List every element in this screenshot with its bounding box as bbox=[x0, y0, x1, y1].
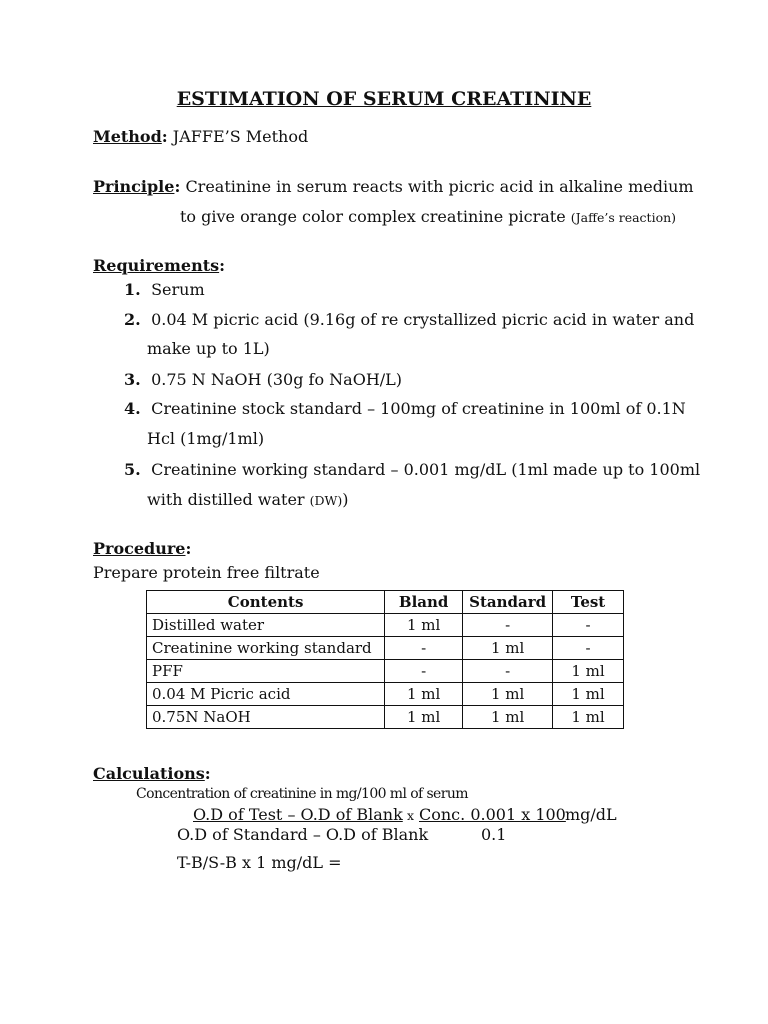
formula-conc: Conc. 0.001 x 100 bbox=[419, 805, 566, 824]
table-cell: - bbox=[553, 614, 624, 637]
principle-colon: : bbox=[174, 177, 181, 196]
table-cell: 1 ml bbox=[385, 614, 463, 637]
requirement-text: Serum bbox=[151, 280, 205, 299]
table-cell: - bbox=[385, 637, 463, 660]
calculations-label: Calculations bbox=[93, 764, 205, 783]
method-label: Method bbox=[93, 127, 162, 146]
requirement-number: 1. bbox=[124, 280, 141, 299]
requirements-colon: : bbox=[219, 256, 226, 275]
formula-conc-denominator: 0.1 bbox=[481, 825, 507, 844]
requirement-item-5-cont bbox=[147, 490, 349, 509]
requirement-text: Hcl (1mg/1ml) bbox=[147, 429, 265, 448]
table-row bbox=[147, 706, 624, 729]
requirements-label: Requirements bbox=[93, 256, 220, 275]
principle-text-2: to give orange color complex creatinine picrate bbox=[180, 207, 566, 226]
requirement-text: with distilled water bbox=[147, 490, 305, 509]
requirement-note: (DW) bbox=[309, 493, 343, 508]
requirements-heading bbox=[93, 256, 225, 275]
procedure-intro: Prepare protein free filtrate bbox=[93, 563, 320, 582]
page-title: ESTIMATION OF SERUM CREATININE bbox=[176, 88, 592, 110]
formula-unit: mg/dL bbox=[565, 805, 617, 824]
procedure-heading bbox=[93, 539, 191, 558]
table-cell: Creatinine working standard bbox=[147, 637, 385, 660]
table-cell: 1 ml bbox=[463, 706, 553, 729]
requirement-number: 3. bbox=[124, 370, 141, 389]
requirement-tail: ) bbox=[342, 490, 349, 509]
requirement-item-1 bbox=[124, 280, 205, 299]
requirement-text: 0.75 N NaOH (30g fo NaOH/L) bbox=[151, 370, 403, 389]
procedure-label: Procedure bbox=[93, 539, 186, 558]
principle-line-2 bbox=[180, 207, 676, 226]
requirement-item-4 bbox=[124, 399, 686, 418]
table-header-row bbox=[147, 591, 624, 614]
table-cell: Distilled water bbox=[147, 614, 385, 637]
table-cell: - bbox=[385, 660, 463, 683]
table-row bbox=[147, 683, 624, 706]
table-cell: 0.04 M Picric acid bbox=[147, 683, 385, 706]
requirement-text: Creatinine stock standard – 100mg of creatinine in 100ml of 0.1N bbox=[151, 399, 686, 418]
table-header-cell: Standard bbox=[463, 591, 553, 614]
table-cell: - bbox=[463, 660, 553, 683]
calculations-description: Concentration of creatinine in mg/100 ml of serum bbox=[136, 786, 468, 802]
table-cell: - bbox=[553, 637, 624, 660]
requirement-item-2-cont bbox=[147, 339, 270, 358]
requirement-number: 4. bbox=[124, 399, 141, 418]
calculations-heading bbox=[93, 764, 211, 783]
requirement-item-2 bbox=[124, 310, 694, 329]
requirement-number: 2. bbox=[124, 310, 141, 329]
procedure-table bbox=[146, 590, 624, 729]
formula-result: T-B/S-B x 1 mg/dL = bbox=[177, 853, 342, 872]
table-header-cell: Bland bbox=[385, 591, 463, 614]
calculations-colon: : bbox=[204, 764, 211, 783]
table-cell: 1 ml bbox=[385, 706, 463, 729]
principle-line-1 bbox=[93, 177, 694, 196]
method-value: JAFFE’S Method bbox=[172, 127, 309, 146]
requirement-item-3 bbox=[124, 370, 402, 389]
principle-text-1: Creatinine in serum reacts with picric acid in alkaline medium bbox=[185, 177, 694, 196]
formula-numerator: O.D of Test – O.D of Blank bbox=[193, 805, 403, 824]
table-cell: 1 ml bbox=[553, 706, 624, 729]
requirement-item-4-cont bbox=[147, 429, 264, 448]
table-cell: 1 ml bbox=[553, 683, 624, 706]
requirement-item-5 bbox=[124, 460, 700, 479]
principle-note: (Jaffe’s reaction) bbox=[570, 210, 677, 225]
principle-label: Principle bbox=[93, 177, 175, 196]
requirement-text: 0.04 M picric acid (9.16g of re crystallized picric acid in water and bbox=[151, 310, 695, 329]
requirement-text: Creatinine working standard – 0.001 mg/dL (1ml made up to 100ml bbox=[151, 460, 701, 479]
formula-denominator: O.D of Standard – O.D of Blank bbox=[177, 825, 429, 844]
table-cell: PFF bbox=[147, 660, 385, 683]
table-cell: 1 ml bbox=[463, 683, 553, 706]
requirement-number: 5. bbox=[124, 460, 141, 479]
method-line bbox=[93, 127, 308, 146]
formula-times: x bbox=[407, 808, 415, 823]
table-row bbox=[147, 614, 624, 637]
table-cell: 1 ml bbox=[385, 683, 463, 706]
requirement-text: make up to 1L) bbox=[147, 339, 270, 358]
table-row bbox=[147, 660, 624, 683]
table-header-cell: Test bbox=[553, 591, 624, 614]
table-cell: 0.75N NaOH bbox=[147, 706, 385, 729]
procedure-colon: : bbox=[185, 539, 192, 558]
table-cell: 1 ml bbox=[463, 637, 553, 660]
table-cell: - bbox=[463, 614, 553, 637]
table-header-cell: Contents bbox=[147, 591, 385, 614]
table-row bbox=[147, 637, 624, 660]
method-colon: : bbox=[161, 127, 168, 146]
table-cell: 1 ml bbox=[553, 660, 624, 683]
